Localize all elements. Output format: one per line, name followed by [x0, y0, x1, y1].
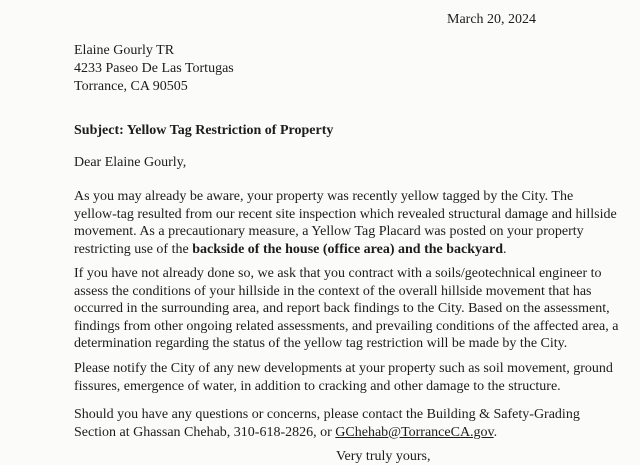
recipient-name: Elaine Gourly TR: [74, 43, 175, 58]
paragraph-line: Should you have any questions or concerns, please contact the Building & Safety-Grading: [74, 407, 580, 422]
greeting: Dear Elaine Gourly,: [74, 155, 187, 170]
recipient-street: 4233 Paseo De Las Tortugas: [74, 61, 234, 76]
text-segment: restricting use of the: [74, 241, 193, 257]
closing-line: Very truly yours,: [336, 449, 431, 464]
paragraph-line: [74, 241, 617, 259]
paragraph-yellow-tag: [74, 188, 617, 258]
text-segment: Section at Ghassan Chehab, 310-618-2826, or: [74, 424, 336, 440]
paragraph-line: assess the conditions of your hillside in the context of the overall hillside movement that has: [74, 283, 592, 299]
paragraph-line: fissures, emergence of water, in addition to cracking and other damage to the structure.: [74, 378, 561, 394]
paragraph-contact: [74, 406, 580, 441]
paragraph-line: [74, 424, 580, 442]
subject-line: Subject: Yellow Tag Restriction of Property: [74, 123, 334, 138]
text-segment: .: [493, 424, 498, 440]
text-segment: .: [503, 241, 507, 257]
paragraph-line: findings from other ongoing related assessments, and prevailing conditions of the affected area, a: [74, 318, 619, 334]
paragraph-line: yellow-tag resulted from our recent site inspection which revealed structural damage and hillside: [74, 206, 617, 222]
letter-date: March 20, 2024: [447, 12, 537, 27]
paragraph-line: movement. As a precautionary measure, a Yellow Tag Placard was posted on your property: [74, 224, 584, 239]
restricted-area-text: backside of the house (office area) and the backyard: [192, 241, 504, 257]
contact-email-link[interactable]: GChehab@TorranceCA.gov: [335, 424, 494, 440]
paragraph-notify: [74, 360, 613, 395]
paragraph-engineer-request: [74, 265, 618, 353]
recipient-city: Torrance, CA 90505: [74, 79, 188, 94]
paragraph-line: determination regarding the status of the yellow tag restriction will be made by the City.: [74, 336, 568, 351]
paragraph-line: occurred in the surrounding area, and report back findings to the City. Based on the assessment,: [74, 301, 610, 316]
paragraph-line: As you may already be aware, your property was recently yellow tagged by the City. The: [74, 189, 574, 204]
paragraph-line: If you have not already done so, we ask that you contract with a soils/geotechnical engineer to: [74, 266, 602, 281]
paragraph-line: Please notify the City of any new developments at your property such as soil movement, ground: [74, 361, 613, 376]
recipient-address: [74, 42, 234, 96]
